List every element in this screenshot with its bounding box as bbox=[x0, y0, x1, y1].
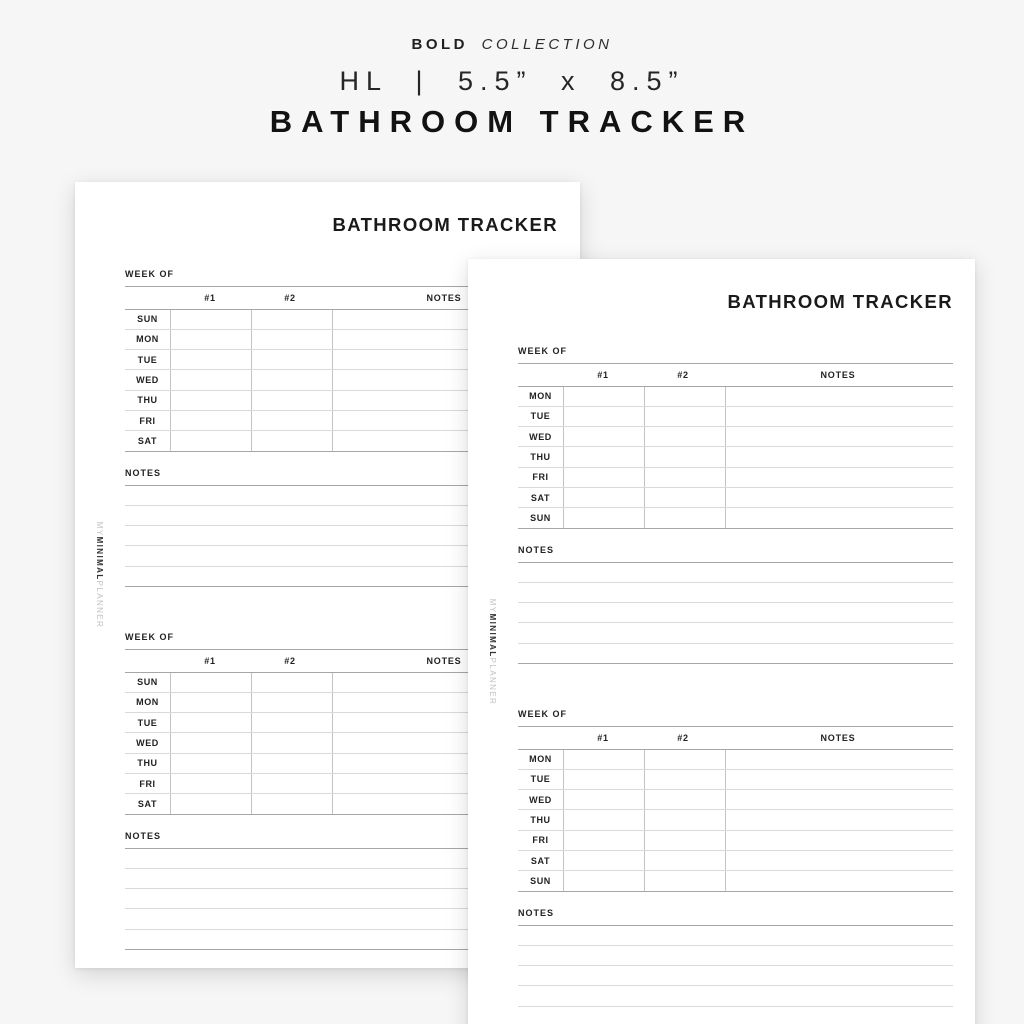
day-label: TUE bbox=[137, 717, 158, 728]
table-row bbox=[518, 750, 953, 770]
column-header-1: #1 bbox=[597, 369, 609, 380]
table-row bbox=[518, 810, 953, 830]
day-label: FRI bbox=[139, 415, 156, 426]
brand-mid: MINIMAL bbox=[488, 613, 497, 658]
entry-cell-notes bbox=[725, 831, 953, 850]
day-label: THU bbox=[137, 395, 158, 406]
entry-cell-2 bbox=[644, 447, 725, 466]
entry-cell-1 bbox=[170, 431, 251, 450]
collection-series-label: BOLD bbox=[411, 36, 468, 53]
entry-cell-notes bbox=[725, 790, 953, 809]
entry-cell-1 bbox=[563, 831, 644, 850]
entry-cell-notes bbox=[725, 427, 953, 446]
day-label: FRI bbox=[532, 835, 549, 846]
day-label: FRI bbox=[139, 778, 156, 789]
entry-cell-2 bbox=[251, 713, 332, 732]
entry-cell-1 bbox=[170, 754, 251, 773]
table-row bbox=[518, 508, 953, 528]
entry-cell-2 bbox=[644, 387, 725, 406]
table-row bbox=[518, 851, 953, 871]
entry-cell-2 bbox=[644, 810, 725, 829]
column-header-1: #1 bbox=[597, 732, 609, 743]
entry-cell-1 bbox=[563, 468, 644, 487]
size-spec-label: HL | 5.5” x 8.5” bbox=[339, 66, 685, 96]
entry-cell-2 bbox=[251, 431, 332, 450]
entry-cell-1 bbox=[563, 488, 644, 507]
day-label: THU bbox=[530, 452, 551, 463]
day-label: SUN bbox=[530, 512, 551, 523]
entry-cell-2 bbox=[644, 871, 725, 890]
entry-cell-2 bbox=[251, 411, 332, 430]
notes-label: NOTES bbox=[125, 831, 558, 849]
entry-cell-2 bbox=[644, 750, 725, 769]
week-of-label: WEEK OF bbox=[518, 709, 953, 727]
entry-cell-1 bbox=[563, 447, 644, 466]
day-label: TUE bbox=[137, 354, 158, 365]
table-row bbox=[518, 770, 953, 790]
brand-watermark bbox=[94, 522, 104, 628]
entry-cell-2 bbox=[644, 851, 725, 870]
column-header-2: #2 bbox=[677, 369, 689, 380]
entry-cell-notes bbox=[725, 488, 953, 507]
entry-cell-1 bbox=[170, 733, 251, 752]
table-row bbox=[518, 790, 953, 810]
day-label: SUN bbox=[137, 677, 158, 688]
planner-page-right bbox=[468, 259, 975, 1024]
product-title: BATHROOM TRACKER bbox=[269, 104, 755, 139]
notes-label: NOTES bbox=[125, 468, 558, 486]
entry-cell-1 bbox=[170, 391, 251, 410]
day-label: TUE bbox=[530, 411, 551, 422]
notes-rule bbox=[518, 623, 953, 643]
entry-cell-2 bbox=[251, 673, 332, 692]
day-label: SUN bbox=[137, 314, 158, 325]
entry-cell-1 bbox=[563, 508, 644, 527]
entry-cell-2 bbox=[644, 770, 725, 789]
day-label: MON bbox=[136, 697, 159, 708]
day-label: SUN bbox=[530, 875, 551, 886]
notes-rule bbox=[518, 603, 953, 623]
day-label: THU bbox=[530, 815, 551, 826]
brand-pre: MY bbox=[488, 598, 497, 614]
day-label: THU bbox=[137, 758, 158, 769]
entry-cell-notes bbox=[725, 508, 953, 527]
day-label: WED bbox=[529, 794, 552, 805]
entry-cell-notes bbox=[725, 387, 953, 406]
notes-rule bbox=[518, 1007, 953, 1024]
day-label: SAT bbox=[530, 492, 551, 503]
week-section-2 bbox=[518, 709, 953, 1024]
entry-cell-notes bbox=[725, 750, 953, 769]
entry-cell-1 bbox=[563, 790, 644, 809]
table-row bbox=[518, 871, 953, 891]
entry-cell-1 bbox=[170, 693, 251, 712]
table-row bbox=[518, 447, 953, 467]
page-title: BATHROOM TRACKER bbox=[332, 214, 558, 235]
entry-cell-2 bbox=[251, 330, 332, 349]
column-header-1: #1 bbox=[204, 655, 216, 666]
entry-cell-2 bbox=[251, 350, 332, 369]
entry-cell-2 bbox=[251, 733, 332, 752]
notes-rule bbox=[518, 926, 953, 946]
week-of-label: WEEK OF bbox=[125, 269, 558, 287]
entry-cell-1 bbox=[563, 407, 644, 426]
notes-rule bbox=[518, 946, 953, 966]
notes-rule bbox=[518, 966, 953, 986]
notes-label: NOTES bbox=[518, 545, 953, 563]
entry-cell-1 bbox=[170, 330, 251, 349]
entry-cell-2 bbox=[251, 774, 332, 793]
entry-cell-1 bbox=[563, 427, 644, 446]
day-label: MON bbox=[529, 391, 552, 402]
entry-cell-2 bbox=[251, 310, 332, 329]
day-label: SAT bbox=[137, 798, 158, 809]
entry-cell-notes bbox=[725, 810, 953, 829]
day-label: WED bbox=[136, 375, 159, 386]
column-header-notes: NOTES bbox=[820, 732, 856, 743]
entry-cell-1 bbox=[170, 774, 251, 793]
entry-cell-1 bbox=[563, 770, 644, 789]
table-row bbox=[518, 427, 953, 447]
week-of-label: WEEK OF bbox=[518, 346, 953, 364]
brand-watermark bbox=[487, 599, 497, 705]
entry-cell-1 bbox=[170, 350, 251, 369]
entry-cell-1 bbox=[563, 871, 644, 890]
notes-label: NOTES bbox=[518, 908, 953, 926]
brand-post: PLANNER bbox=[488, 657, 497, 706]
entry-cell-1 bbox=[170, 673, 251, 692]
table-row bbox=[518, 407, 953, 427]
notes-rule bbox=[518, 583, 953, 603]
entry-cell-notes bbox=[725, 851, 953, 870]
entry-cell-2 bbox=[644, 790, 725, 809]
notes-rule bbox=[518, 986, 953, 1006]
table-row bbox=[518, 831, 953, 851]
day-label: MON bbox=[529, 754, 552, 765]
brand-pre: MY bbox=[95, 521, 104, 537]
entry-cell-notes bbox=[725, 871, 953, 890]
entry-cell-2 bbox=[644, 468, 725, 487]
day-label: WED bbox=[136, 738, 159, 749]
entry-cell-1 bbox=[170, 411, 251, 430]
day-label: WED bbox=[529, 431, 552, 442]
entry-cell-1 bbox=[170, 310, 251, 329]
column-header-notes: NOTES bbox=[426, 655, 462, 666]
entry-cell-notes bbox=[725, 770, 953, 789]
brand-post: PLANNER bbox=[95, 580, 104, 629]
entry-cell-2 bbox=[251, 754, 332, 773]
entry-cell-2 bbox=[251, 794, 332, 813]
entry-cell-2 bbox=[251, 693, 332, 712]
table-header-row bbox=[518, 727, 953, 750]
entry-cell-1 bbox=[563, 750, 644, 769]
brand-mid: MINIMAL bbox=[95, 536, 104, 581]
entry-cell-2 bbox=[251, 370, 332, 389]
day-label: SAT bbox=[137, 435, 158, 446]
table-row bbox=[518, 488, 953, 508]
notes-rule bbox=[518, 563, 953, 583]
entry-cell-notes bbox=[725, 407, 953, 426]
day-label: SAT bbox=[530, 855, 551, 866]
entry-cell-1 bbox=[563, 851, 644, 870]
entry-cell-2 bbox=[644, 831, 725, 850]
week-of-label: WEEK OF bbox=[125, 632, 558, 650]
entry-cell-1 bbox=[170, 794, 251, 813]
day-label: FRI bbox=[532, 472, 549, 483]
entry-cell-2 bbox=[644, 427, 725, 446]
entry-cell-2 bbox=[251, 391, 332, 410]
entry-cell-2 bbox=[644, 508, 725, 527]
entry-cell-1 bbox=[563, 810, 644, 829]
entry-cell-1 bbox=[563, 387, 644, 406]
entry-cell-1 bbox=[170, 713, 251, 732]
table-row bbox=[518, 468, 953, 488]
entry-cell-2 bbox=[644, 488, 725, 507]
column-header-2: #2 bbox=[284, 292, 296, 303]
column-header-notes: NOTES bbox=[820, 369, 856, 380]
column-header-2: #2 bbox=[284, 655, 296, 666]
table-header-row bbox=[518, 364, 953, 387]
notes-rule bbox=[518, 644, 953, 664]
entry-cell-2 bbox=[644, 407, 725, 426]
collection-word-label: COLLECTION bbox=[481, 36, 613, 53]
day-label: MON bbox=[136, 334, 159, 345]
table-row bbox=[518, 387, 953, 407]
column-header-notes: NOTES bbox=[426, 292, 462, 303]
entry-cell-1 bbox=[170, 370, 251, 389]
day-label: TUE bbox=[530, 774, 551, 785]
page-title: BATHROOM TRACKER bbox=[727, 291, 953, 312]
column-header-2: #2 bbox=[677, 732, 689, 743]
collection-line bbox=[0, 36, 1024, 53]
column-header-1: #1 bbox=[204, 292, 216, 303]
week-section-1 bbox=[518, 346, 953, 664]
entry-cell-notes bbox=[725, 468, 953, 487]
entry-cell-notes bbox=[725, 447, 953, 466]
